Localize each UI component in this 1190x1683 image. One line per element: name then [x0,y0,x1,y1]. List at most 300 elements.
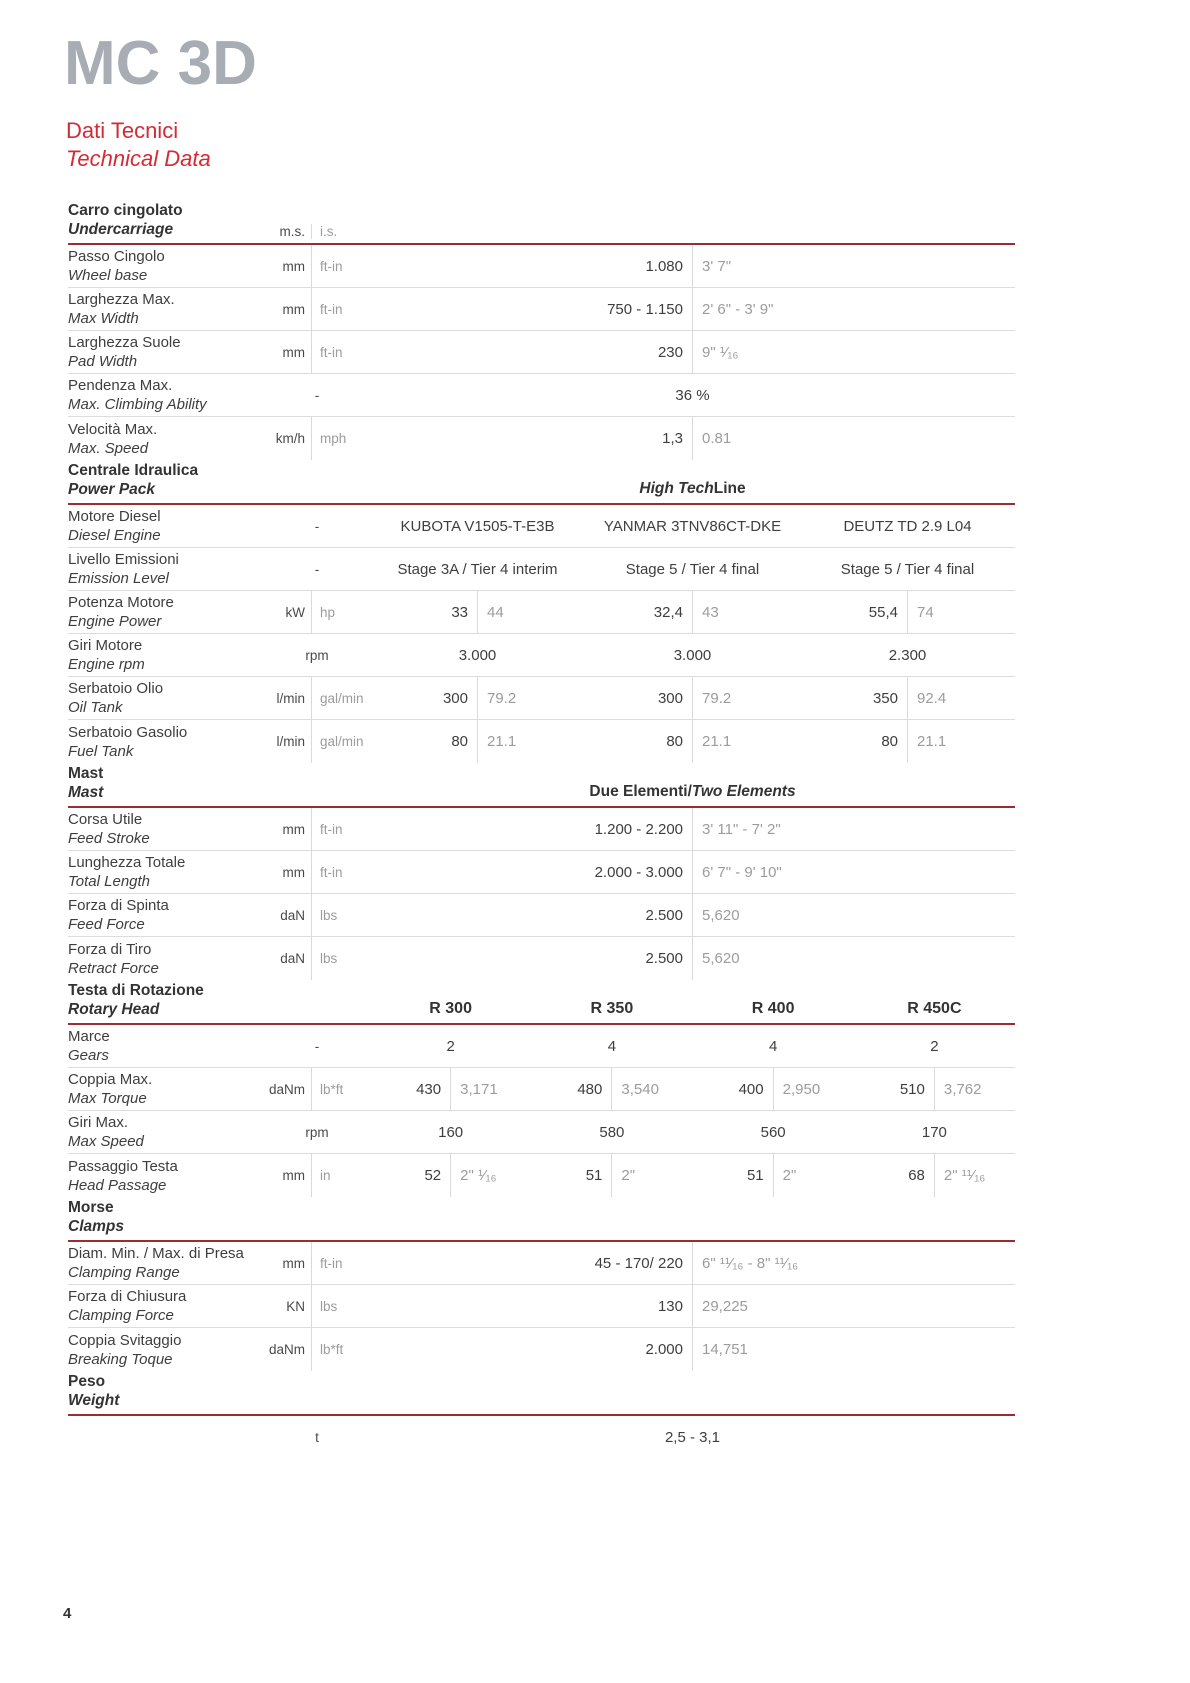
section-rotary-head [68,980,1015,1197]
value-cell [585,505,800,547]
value-cell [370,288,1015,330]
value-imperial: 2" ¹¹⁄₁₆ [943,1167,986,1184]
value-metric: 80 [585,720,693,763]
value-imperial: 21.1 [702,733,732,750]
row-label-english: Engine Power [68,613,162,630]
value-metric: 350 [800,677,908,719]
value-metric: 33 [370,591,478,633]
row-label [68,720,264,763]
table-row [68,937,1015,980]
value-imperial: 29,225 [702,1297,748,1315]
row-label-english: Emission Level [68,570,169,587]
value-metric: 55,4 [800,591,908,633]
value-cell [531,1025,692,1067]
section-title-italian: Carro cingolato [68,202,183,219]
table-row [68,634,1015,677]
row-values [370,548,1015,590]
value-metric: 2.500 [370,937,693,980]
table-row [68,591,1015,634]
row-label [68,548,264,590]
row-values [370,634,1015,676]
unit-imperial: lbs [320,1298,338,1314]
section-title [68,1372,264,1410]
row-values [370,1154,1015,1197]
row-values [370,1025,1015,1067]
row-label [68,1242,264,1284]
unit-imperial: lbs [320,907,338,923]
row-label [68,374,264,416]
table-row [68,505,1015,548]
value-imperial: 2,950 [782,1080,821,1098]
table-row [68,1285,1015,1328]
column-header: R 300 [429,1000,472,1017]
value-cell [370,245,1015,287]
unit-metric: daN [264,937,312,980]
table-row [68,1416,1015,1459]
value-cell [693,1025,854,1067]
row-values [370,1285,1015,1327]
row-label [68,1154,264,1197]
table-row [68,417,1015,460]
value-metric: 1.080 [370,245,693,287]
unit-imperial: hp [320,604,336,620]
section-title-english: Weight [68,1392,120,1409]
row-label-italian: Corsa Utile [68,811,143,828]
unit-metric: l/min [264,720,312,763]
value-imperial: 79.2 [487,689,517,707]
value-cell [693,1154,854,1197]
unit-metric: KN [264,1285,312,1327]
row-label-italian: Marce [68,1028,110,1045]
table-row [68,245,1015,288]
unit-center: t [315,1430,319,1445]
section-title-italian: Peso [68,1373,106,1390]
unit-imperial: lb*ft [320,1342,344,1357]
row-label-italian: Potenza Motore [68,594,174,611]
unit-imperial: ft-in [320,821,343,837]
row-label-english: Feed Stroke [68,830,150,847]
value-metric: 300 [585,677,693,719]
value-cell [370,505,585,547]
unit-metric: mm [264,288,312,330]
value-cell [370,1328,1015,1371]
value-imperial: 92.4 [917,689,947,707]
row-label [68,1328,264,1371]
value-center: 2.300 [888,646,927,664]
section-title-italian: Centrale Idraulica [68,462,199,479]
value-center: 2 [446,1037,455,1055]
row-label-english: Pad Width [68,353,138,370]
value-center: DEUTZ TD 2.9 L04 [843,517,972,535]
value-metric: 1.200 - 2.200 [370,808,693,850]
row-values [370,851,1015,893]
value-cell [370,374,1015,416]
value-metric: 45 - 170/ 220 [370,1242,693,1284]
value-center: 170 [921,1123,947,1141]
row-label-italian: Forza di Chiusura [68,1288,187,1305]
row-label [68,245,264,287]
value-metric: 68 [854,1154,935,1197]
row-label [68,1068,264,1110]
value-imperial: 2' 6" - 3' 9" [702,300,774,318]
row-label-english: Feed Force [68,916,145,933]
unit-imperial: ft-in [320,258,343,274]
row-values [370,417,1015,460]
value-cell [800,634,1015,676]
unit-imperial: ft-in [320,301,343,317]
section-header-mast [68,763,1015,808]
table-row [68,677,1015,720]
section-weight [68,1371,1015,1459]
value-center: Stage 5 / Tier 4 final [625,560,760,578]
row-label-italian: Larghezza Suole [68,334,181,351]
unit-metric: mm [264,245,312,287]
section-title-english: Mast [68,784,104,801]
row-label-english: Diesel Engine [68,527,161,544]
table-row [68,720,1015,763]
table-row [68,808,1015,851]
section-header-weight [68,1371,1015,1416]
unit-metric: l/min [264,677,312,719]
row-label-italian: Velocità Max. [68,420,158,438]
row-label [68,851,264,893]
row-label [68,634,264,676]
value-imperial: 44 [487,603,504,621]
value-cell [370,548,585,590]
section-title [68,201,264,239]
row-values [370,1416,1015,1459]
value-metric: 2.000 [370,1328,693,1371]
unit-imperial: gal/min [320,734,364,749]
row-values [370,937,1015,980]
value-cell [370,1111,531,1153]
value-metric: 51 [693,1154,774,1197]
row-label-italian: Giri Max. [68,1114,128,1131]
value-cell [370,720,585,763]
value-metric: 80 [800,720,908,763]
table-row [68,851,1015,894]
value-cell [800,591,1015,633]
value-metric: 300 [370,677,478,719]
section-title-italian: Testa di Rotazione [68,982,204,999]
value-imperial: 9" ¹⁄₁₆ [702,343,739,361]
technical-data-table [68,200,1015,1459]
row-label-english: Fuel Tank [68,742,134,760]
row-values [370,1111,1015,1153]
value-imperial: 5,620 [702,950,740,967]
value-center: 2 [930,1037,939,1055]
value-imperial: 3,540 [621,1080,659,1098]
row-label-english: Retract Force [68,959,159,977]
value-cell [370,634,585,676]
value-imperial: 3,171 [460,1080,498,1098]
value-cell [531,1154,692,1197]
unit-metric: kW [264,591,312,633]
value-center: 160 [438,1123,464,1141]
section-title-italian: Mast [68,765,104,782]
header-note-part: Due Elementi/ [589,783,692,800]
column-header: R 350 [590,1000,634,1017]
value-center: KUBOTA V1505-T-E3B [400,517,555,535]
unit-metric: daNm [264,1068,312,1110]
value-imperial: 21.1 [487,733,517,750]
value-cell [370,1285,1015,1327]
unit-metric: km/h [264,417,312,460]
column-header: R 450C [907,1000,962,1017]
value-metric: 430 [370,1068,451,1110]
value-cell [585,720,800,763]
section-title-english: Clamps [68,1218,124,1235]
unit-imperial: mph [320,431,347,446]
unit-metric: daNm [264,1328,312,1371]
value-cell [693,1111,854,1153]
unit-metric: daN [264,894,312,936]
value-cell [370,1068,531,1110]
value-cell [854,1154,1015,1197]
unit-center: - [314,387,320,403]
row-label-italian: Forza di Tiro [68,940,152,958]
unit-center: - [314,1038,320,1054]
row-label-italian: Livello Emissioni [68,551,179,568]
value-imperial: 0.81 [702,430,732,447]
value-metric: 1,3 [370,417,693,460]
row-label-english: Clamping Force [68,1307,174,1324]
row-label-italian: Giri Motore [68,637,143,654]
row-values [370,331,1015,373]
row-label-english: Total Length [68,873,151,890]
value-cell [370,1416,1015,1459]
value-imperial: 21.1 [917,733,947,750]
value-center: 580 [599,1123,625,1141]
section-title-english: Rotary Head [68,1001,160,1018]
header-note-part: Line [713,480,746,497]
value-cell [585,677,800,719]
value-imperial: 2" [621,1167,636,1184]
row-label-italian: Motore Diesel [68,508,161,525]
unit-center: - [314,518,320,534]
section-header-clamps [68,1197,1015,1242]
table-row [68,1242,1015,1285]
row-label-english: Oil Tank [68,699,123,716]
unit-metric: mm [264,1242,312,1284]
value-cell [370,417,1015,460]
section-clamps [68,1197,1015,1371]
value-cell [531,1068,692,1110]
value-imperial: 14,751 [702,1341,748,1358]
value-metric: 230 [370,331,693,373]
row-label-english: Engine rpm [68,656,145,673]
row-label [68,937,264,980]
row-label [68,1025,264,1067]
row-label-english: Max. Climbing Ability [68,396,207,413]
value-imperial: 2" [782,1167,797,1184]
page-title: MC 3D [64,29,257,98]
value-metric: 400 [693,1068,774,1110]
value-metric: 2.000 - 3.000 [370,851,693,893]
header-note-part: High Tech [639,480,714,497]
value-imperial: 6" ¹¹⁄₁₆ - 8" ¹¹⁄₁₆ [702,1254,799,1272]
value-cell [854,1068,1015,1110]
row-label-english: Wheel base [68,267,148,284]
row-label-english: Max Speed [68,1133,144,1150]
value-center: 2,5 - 3,1 [664,1429,721,1446]
row-values [370,245,1015,287]
row-label-english: Clamping Range [68,1264,180,1281]
section-header-undercarriage [68,200,1015,245]
value-cell [370,331,1015,373]
section-header-note [370,480,1015,499]
value-imperial: 2" ¹⁄₁₆ [460,1167,497,1184]
table-row [68,1328,1015,1371]
table-row [68,894,1015,937]
header-columns [370,1000,1015,1019]
row-label [68,417,264,460]
value-cell [585,634,800,676]
value-imperial: 6' 7" - 9' 10" [702,863,782,881]
row-values [370,374,1015,416]
value-cell [800,677,1015,719]
row-values [370,720,1015,763]
value-imperial: 3,762 [943,1080,982,1098]
row-label-italian: Passaggio Testa [68,1157,178,1175]
value-metric: 480 [531,1068,612,1110]
row-label-italian: Diam. Min. / Max. di Presa [68,1245,244,1262]
table-row [68,331,1015,374]
row-label-italian: Serbatoio Gasolio [68,723,188,741]
value-cell [800,720,1015,763]
value-center: 3.000 [458,646,497,664]
row-label-english: Head Passage [68,1176,167,1194]
table-row [68,288,1015,331]
unit-imperial: lb*ft [320,1081,344,1097]
value-center: 4 [607,1037,617,1055]
header-unit-imperial: i.s. [320,224,338,239]
value-center: 3.000 [673,646,712,664]
section-undercarriage [68,200,1015,460]
row-values [370,1242,1015,1284]
unit-imperial: lbs [320,951,338,966]
row-label [68,1416,264,1459]
row-values [370,288,1015,330]
unit-imperial: ft-in [320,344,343,360]
row-label [68,1111,264,1153]
unit-imperial: gal/min [320,690,364,706]
value-imperial: 3' 11" - 7' 2" [702,820,781,838]
row-label-english: Max. Speed [68,439,149,457]
subtitle-english: Technical Data [66,146,211,171]
value-center: Stage 5 / Tier 4 final [840,560,975,578]
section-header-note [370,783,1015,802]
value-imperial: 74 [917,603,934,621]
page-number: 4 [63,1605,72,1622]
value-metric: 80 [370,720,478,763]
unit-center: - [314,561,320,577]
value-imperial: 5,620 [702,906,740,924]
header-unit-metric: m.s. [264,224,312,239]
section-title [68,461,264,499]
value-imperial: 3' 7" [702,257,732,275]
value-cell [531,1111,692,1153]
row-label-italian: Larghezza Max. [68,291,175,308]
section-title [68,981,264,1019]
row-label [68,894,264,936]
value-cell [370,894,1015,936]
unit-metric: mm [264,851,312,893]
value-cell [693,1068,854,1110]
row-label-english: Gears [68,1047,109,1064]
value-center: 36 % [675,386,710,404]
row-label [68,1285,264,1327]
value-cell [854,1025,1015,1067]
row-label-english: Breaking Toque [68,1350,173,1368]
value-metric: 2.500 [370,894,693,936]
unit-center: rpm [305,647,329,663]
unit-metric: mm [264,808,312,850]
section-header-rotary-head [68,980,1015,1025]
section-mast [68,763,1015,980]
row-label-italian: Coppia Max. [68,1071,153,1088]
value-cell [370,677,585,719]
value-cell [370,1025,531,1067]
row-values [370,1328,1015,1371]
row-values [370,505,1015,547]
row-values [370,1068,1015,1110]
value-cell [370,1154,531,1197]
row-values [370,591,1015,633]
value-metric: 52 [370,1154,451,1197]
unit-imperial: ft-in [320,864,343,880]
row-label-italian: Forza di Spinta [68,897,169,914]
section-title [68,764,264,802]
row-label-english: Max Width [68,310,139,327]
table-row [68,1154,1015,1197]
value-imperial: 43 [702,603,719,621]
value-cell [370,591,585,633]
value-metric: 51 [531,1154,612,1197]
row-label-italian: Pendenza Max. [68,377,173,394]
subtitle-italian: Dati Tecnici [66,118,179,143]
row-values [370,677,1015,719]
header-note-part: Two Elements [691,783,796,800]
value-center: 560 [760,1123,786,1141]
section-title-italian: Morse [68,1199,114,1216]
value-center: YANMAR 3TNV86CT-DKE [603,517,782,535]
row-label [68,808,264,850]
value-cell [585,548,800,590]
table-row [68,374,1015,417]
value-center: Stage 3A / Tier 4 interim [397,560,558,578]
table-row [68,1025,1015,1068]
value-cell [854,1111,1015,1153]
section-title-english: Power Pack [68,481,156,498]
value-metric: 32,4 [585,591,693,633]
row-values [370,808,1015,850]
value-cell [800,548,1015,590]
row-label-italian: Serbatoio Olio [68,680,164,697]
section-power-pack [68,460,1015,763]
unit-imperial: ft-in [320,1255,343,1271]
section-title [68,1198,264,1236]
value-cell [585,591,800,633]
table-row [68,1068,1015,1111]
section-title-english: Undercarriage [68,221,174,238]
row-label-italian: Lunghezza Totale [68,854,186,871]
value-cell [370,937,1015,980]
row-label [68,331,264,373]
column-header: R 400 [751,1000,795,1017]
value-metric: 510 [854,1068,935,1110]
value-cell [370,851,1015,893]
